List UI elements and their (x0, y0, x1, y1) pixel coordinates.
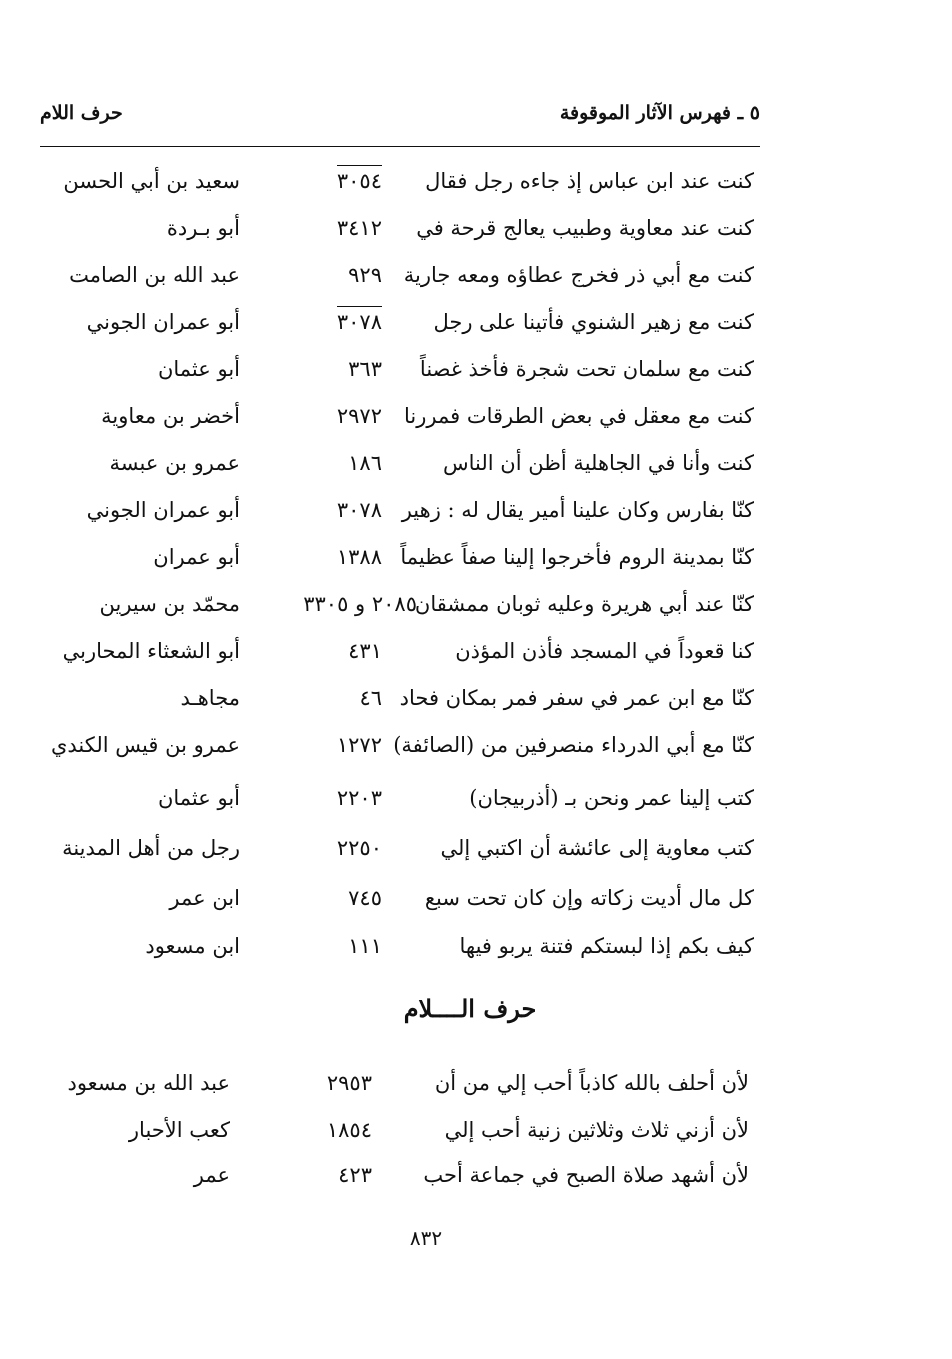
entry-narrator: كعب الأحبار (128, 1118, 230, 1142)
entry-narrator: أبو عثمان (157, 786, 240, 810)
index-entry (0, 441, 952, 485)
entry-narrator: أبو عمران (153, 545, 240, 569)
entry-text: كيف بكم إذا لبستكم فتنة يربو فيها (459, 934, 754, 958)
index-entry (0, 347, 952, 391)
entry-number: ٤٢٣ (338, 1163, 372, 1187)
entry-narrator: ابن عمر (169, 886, 240, 910)
entry-narrator: أبو عثمان (157, 357, 240, 381)
entry-number: ٧٤٥ (348, 886, 382, 910)
section-title: ٥ ـ فهرس الآثار الموقوفة (559, 102, 760, 124)
section-heading-text: حرف الــــلام (403, 994, 537, 1023)
running-head (40, 98, 760, 138)
index-entry (0, 206, 952, 250)
entry-text: كنت مع أبي ذر فخرج عطاؤه ومعه جارية (403, 263, 754, 287)
index-entry (0, 629, 952, 673)
entry-text: كنّا بفارس وكان علينا أمير يقال له : زهير (401, 498, 754, 522)
section-heading (0, 994, 952, 1023)
entry-text: كل مال أديت زكاته وإن كان تحت سبع (424, 886, 754, 910)
entry-number: ١٢٧٢ (336, 733, 382, 757)
index-entry (0, 253, 952, 297)
entry-narrator: أخضر بن معاوية (101, 404, 240, 428)
entry-text: لأن أزني ثلاث وثلاثين زنية أحب إلي (444, 1118, 749, 1142)
entry-narrator: رجل من أهل المدينة (62, 836, 240, 860)
entry-number: ٤٣١ (348, 639, 382, 663)
entry-narrator: أبو عمران الجوني (86, 498, 240, 522)
entry-narrator: أبو الشعثاء المحاربي (62, 639, 240, 663)
entry-text: كتب معاوية إلى عائشة أن اكتبي إلي (440, 836, 754, 860)
page-number-text: ٨٣٢ (409, 1226, 443, 1250)
chapter-title: حرف اللام (40, 102, 123, 124)
entry-text: كنت عند ابن عباس إذ جاءه رجل فقال (425, 169, 754, 193)
entry-text: كنّا عند أبي هريرة وعليه ثوبان ممشقان (414, 592, 754, 616)
entry-narrator: عمر (193, 1163, 230, 1187)
index-entry (0, 582, 952, 626)
entry-number: ١٨٥٤ (326, 1118, 372, 1142)
entry-number: ٣٠٧٨ (337, 306, 382, 337)
entry-number: ٢٢٥٠ (336, 836, 382, 860)
entry-number: ٢٠٨٥ و ٣٣٠٥ (303, 592, 417, 616)
index-entry (0, 924, 952, 968)
index-entry (0, 488, 952, 532)
entry-narrator: عبد الله بن مسعود (67, 1071, 230, 1095)
entry-text: كتب إلينا عمر ونحن بـ (أذربيجان) (469, 786, 754, 810)
entry-number: ١٨٦ (348, 451, 382, 475)
entry-text: كنت وأنا في الجاهلية أظن أن الناس (443, 451, 754, 475)
entry-narrator: سعيد بن أبي الحسن (63, 169, 240, 193)
index-entry (0, 1108, 952, 1152)
entry-narrator: ابن مسعود (145, 934, 240, 958)
index-entry (0, 394, 952, 438)
entry-number: ٣٦٣ (348, 357, 382, 381)
entry-number: ١٣٨٨ (336, 545, 382, 569)
entry-narrator: أبو عمران الجوني (86, 310, 240, 334)
index-entry (0, 535, 952, 579)
entry-text: لأن أشهد صلاة الصبح في جماعة أحب (423, 1163, 749, 1187)
entry-number: ٣٠٥٤ (337, 165, 382, 196)
entry-narrator: عمرو بن عبسة (109, 451, 240, 475)
entry-text: كنّا مع ابن عمر في سفر فمر بمكان فحاد (399, 686, 754, 710)
entry-text: كنّا مع أبي الدرداء منصرفين من (الصائفة) (393, 733, 754, 757)
index-entry (0, 723, 952, 767)
index-entry (0, 826, 952, 870)
entry-narrator: عبد الله بن الصامت (69, 263, 240, 287)
index-entry (0, 676, 952, 720)
entry-number: ٢٩٥٣ (326, 1071, 372, 1095)
entry-text: كنت مع سلمان تحت شجرة فأخذ غصناً (419, 357, 754, 381)
entry-narrator: محمّد بن سيرين (99, 592, 240, 616)
entry-number: ٩٢٩ (348, 263, 382, 287)
entry-text: كنت مع معقل في بعض الطرقات فمررنا (404, 404, 754, 428)
index-entry (0, 159, 952, 203)
entry-narrator: أبو بـردة (166, 216, 240, 240)
entry-text: كنت عند معاوية وطبيب يعالج قرحة في (416, 216, 754, 240)
entry-text: كنا قعوداً في المسجد فأذن المؤذن (455, 639, 754, 663)
header-divider (40, 146, 760, 147)
entry-text: كنت مع زهير الشنوي فأتينا على رجل (433, 310, 754, 334)
entry-number: ٣٠٧٨ (336, 498, 382, 522)
entry-number: ١١١ (348, 934, 382, 958)
entry-text: كنّا بمدينة الروم فأخرجوا إلينا صفاً عظيماً (400, 545, 754, 569)
entry-narrator: مجاهـد (180, 686, 240, 710)
entry-number: ٣٤١٢ (336, 216, 382, 240)
index-entry (0, 776, 952, 820)
index-entry (0, 1061, 952, 1105)
entry-narrator: عمرو بن قيس الكندي (50, 733, 240, 757)
index-entry (0, 876, 952, 920)
index-entry (0, 1153, 952, 1197)
entry-number: ٢٩٧٢ (336, 404, 382, 428)
page-number (0, 1226, 952, 1250)
entry-number: ٢٢٠٣ (336, 786, 382, 810)
entry-number: ٤٦ (359, 686, 382, 710)
index-entry (0, 300, 952, 344)
entry-text: لأن أحلف بالله كاذباً أحب إلي من أن (434, 1071, 749, 1095)
